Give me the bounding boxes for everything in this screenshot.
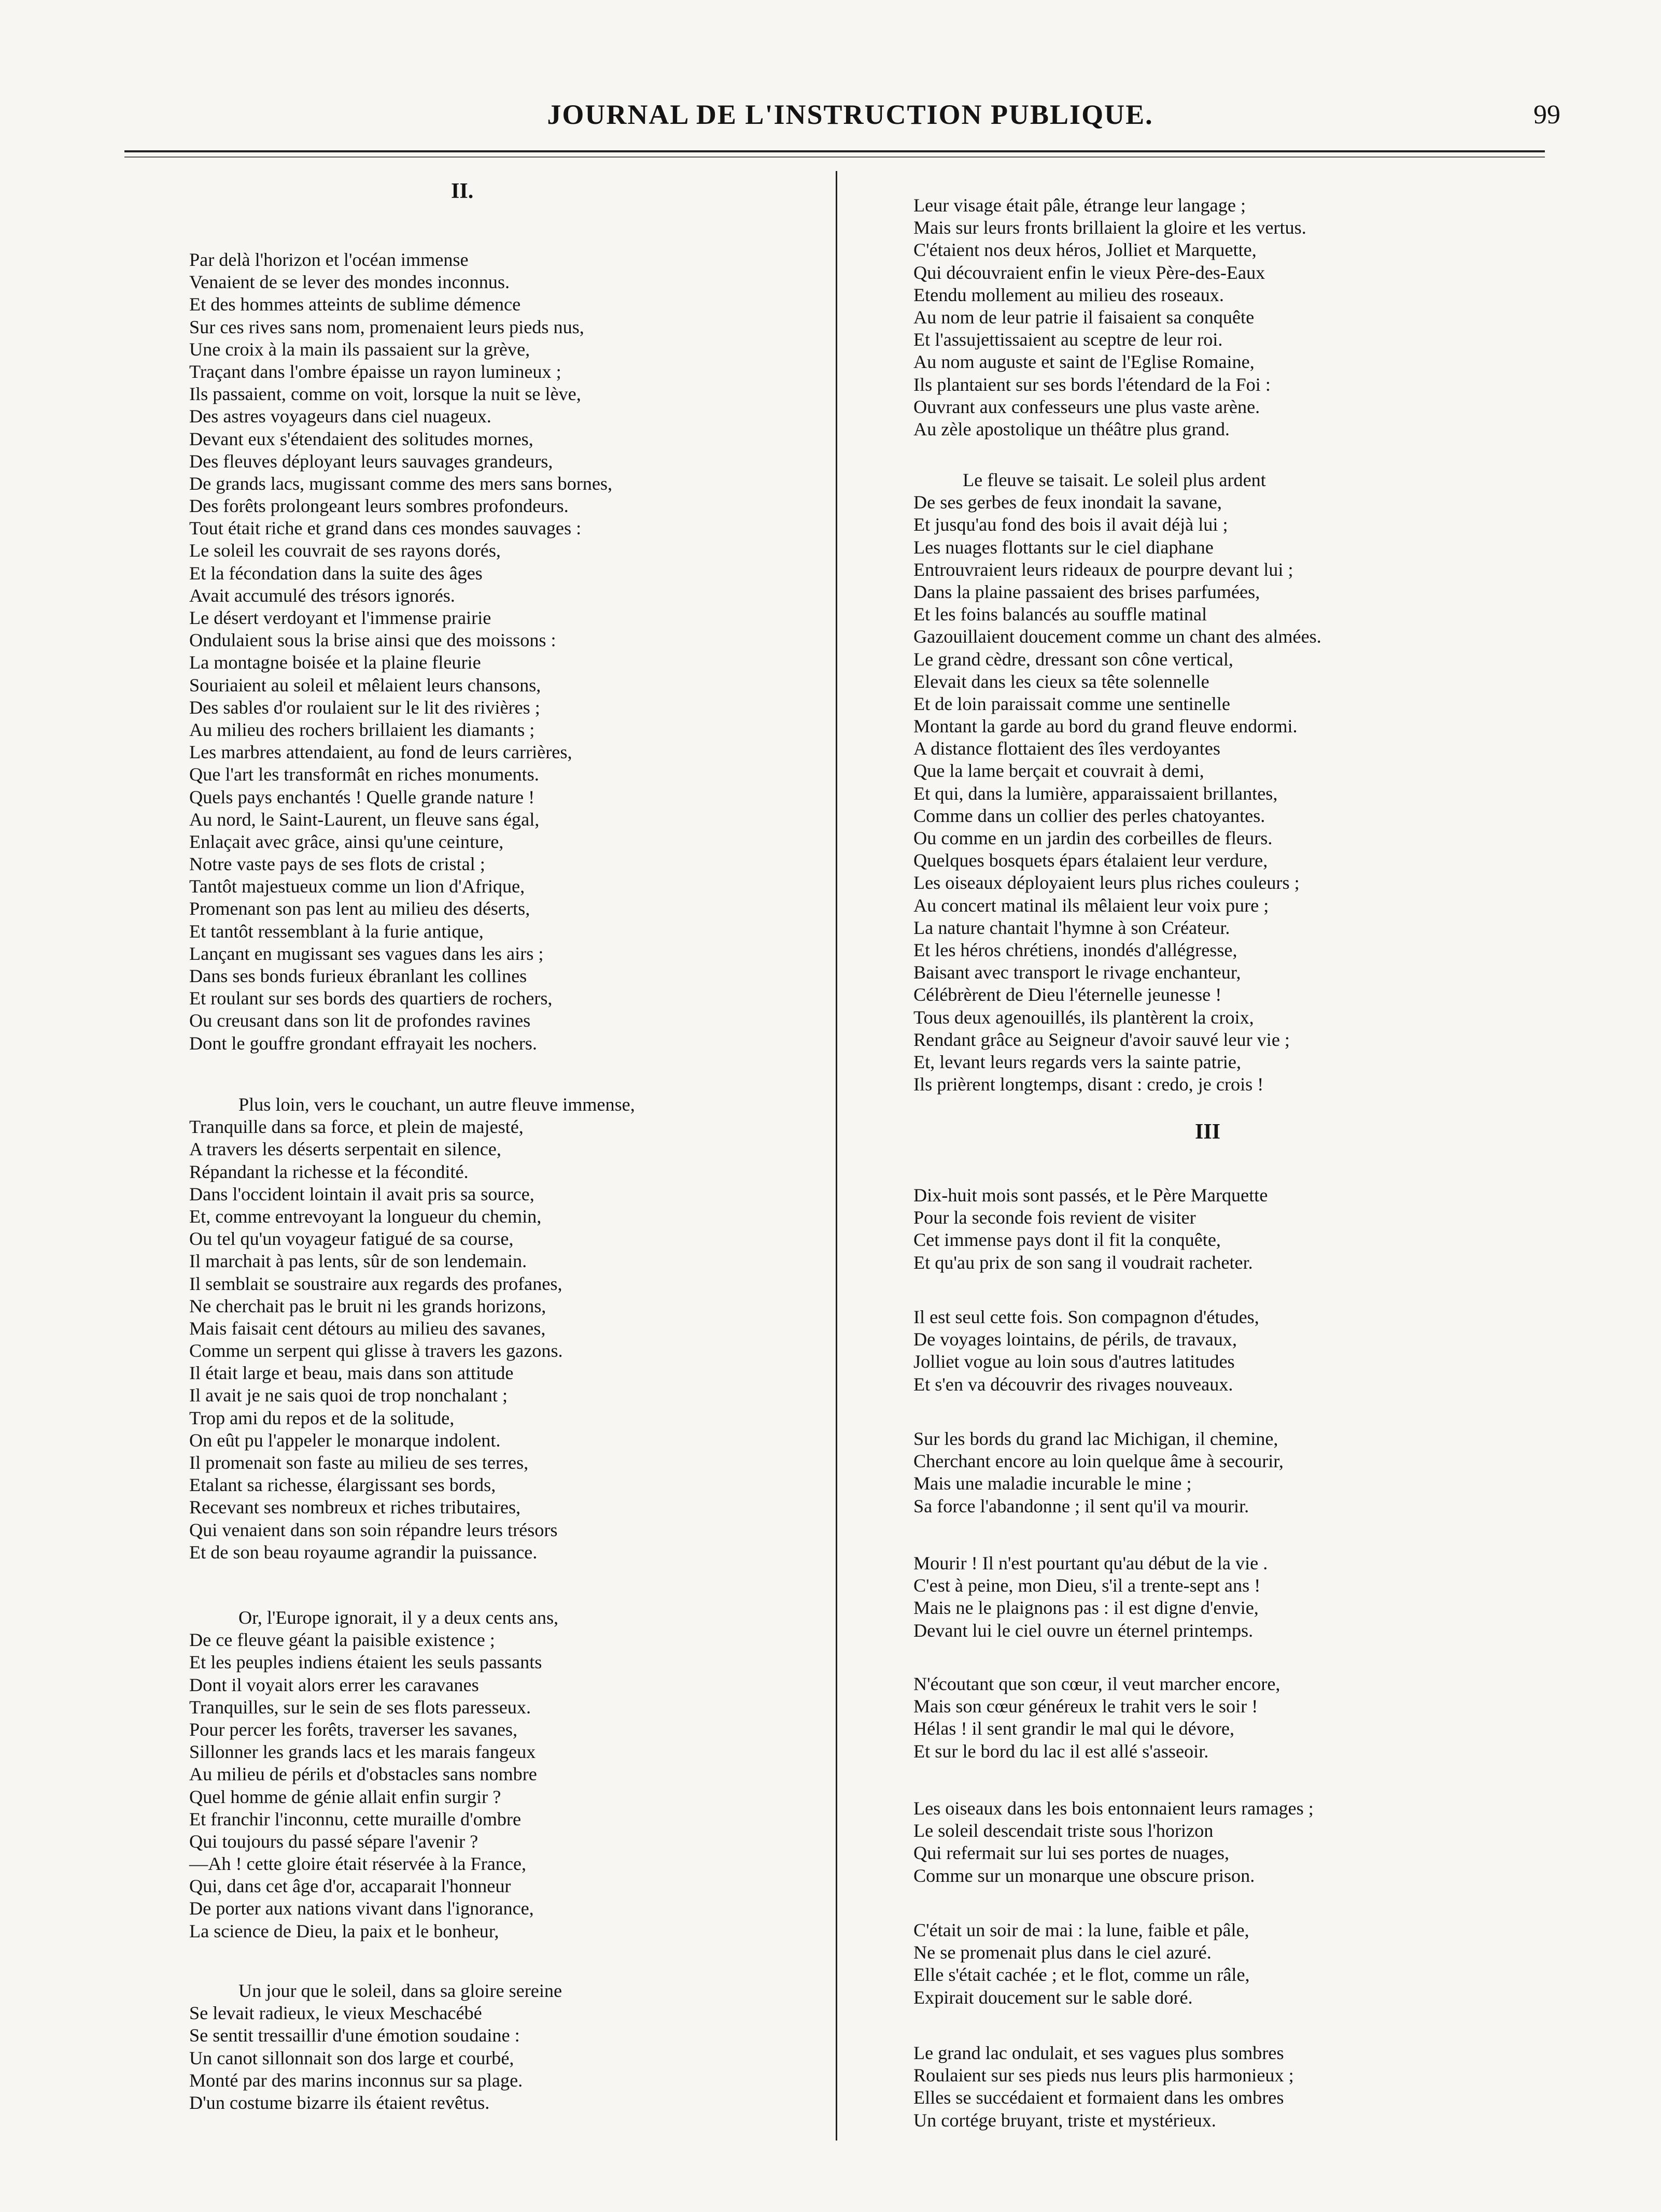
poem-line: Mourir ! Il n'est pourtant qu'au début de la vie . — [913, 1553, 1268, 1573]
poem-line: Et de son beau royaume agrandir la puissance. — [189, 1541, 538, 1563]
stanza — [913, 194, 1306, 441]
poem-line: Dont il voyait alors errer les caravanes — [189, 1674, 479, 1695]
poem-line: Et s'en va découvrir des rivages nouveaux. — [913, 1373, 1233, 1395]
poem-line: Il est seul cette fois. Son compagnon d'études, — [913, 1307, 1259, 1327]
poem-line: Et qu'au prix de son sang il voudrait racheter. — [913, 1252, 1253, 1273]
poem-line: Elle s'était cachée ; et le flot, comme un râle, — [913, 1964, 1250, 1986]
poem-line: D'un costume bizarre ils étaient revêtus. — [189, 2092, 490, 2113]
poem-line: Elevait dans les cieux sa tête solennelle — [913, 671, 1209, 692]
poem-line: Ne cherchait pas le bruit ni les grands horizons, — [189, 1295, 546, 1316]
section-heading-ii: II. — [451, 179, 474, 203]
poem-line: Sa force l'abandonne ; il sent qu'il va mourir. — [913, 1495, 1249, 1516]
poem-line: Gazouillaient doucement comme un chant des almées. — [913, 626, 1321, 647]
poem-line: Le soleil les couvrait de ses rayons dorés, — [189, 540, 501, 561]
poem-line: Des astres voyageurs dans ciel nuageux. — [189, 406, 491, 427]
poem-line: C'est à peine, mon Dieu, s'il a trente-sept ans ! — [913, 1575, 1261, 1596]
poem-line: Qui, dans cet âge d'or, accaparait l'honneur — [189, 1876, 511, 1897]
poem-line: Et qui, dans la lumière, apparaissaient brillantes, — [913, 783, 1278, 804]
poem-line: Etendu mollement au milieu des roseaux. — [913, 284, 1224, 305]
poem-line: Qui venaient dans son soin répandre leurs trésors — [189, 1519, 558, 1540]
poem-line: Avait accumulé des trésors ignorés. — [189, 585, 455, 606]
poem-line: Quel homme de génie allait enfin surgir ? — [189, 1786, 501, 1807]
poem-line: De ses gerbes de feux inondait la savane, — [913, 492, 1222, 513]
poem-line: Sillonner les grands lacs et les marais fangeux — [189, 1741, 536, 1763]
poem-line: Tranquilles, sur le sein de ses flots paresseux. — [189, 1696, 531, 1718]
poem-line: Pour percer les forêts, traverser les savanes, — [189, 1719, 518, 1740]
poem-line: Mais son cœur généreux le trahit vers le soir ! — [913, 1696, 1258, 1717]
poem-line: Etalant sa richesse, élargissant ses bords, — [189, 1474, 496, 1496]
page-header — [119, 98, 1560, 140]
poem-line: Dont le gouffre grondant effrayait les nochers. — [189, 1032, 537, 1054]
stanza — [913, 1306, 1259, 1396]
poem-line: Répandant la richesse et la fécondité. — [189, 1161, 469, 1182]
poem-line: Mais sur leurs fronts brillaient la gloire et les vertus. — [913, 217, 1306, 238]
poem-line: Ou tel qu'un voyageur fatigué de sa course, — [189, 1228, 514, 1250]
journal-title: JOURNAL DE L'INSTRUCTION PUBLIQUE. — [547, 99, 1153, 130]
poem-line: A distance flottaient des îles verdoyantes — [913, 738, 1220, 759]
poem-line: Un canot sillonnait son dos large et courbé, — [189, 2047, 514, 2068]
poem-line: Qui refermait sur lui ses portes de nuages, — [913, 1842, 1229, 1864]
header-rule — [124, 150, 1545, 152]
poem-line: Il avait je ne sais quoi de trop nonchalant ; — [189, 1385, 508, 1406]
poem-line: Expirait doucement sur le sable doré. — [913, 1987, 1193, 2008]
poem-line: La science de Dieu, la paix et le bonheur, — [189, 1920, 499, 1941]
poem-line: —Ah ! cette gloire était réservée à la France, — [189, 1853, 527, 1875]
poem-line: Et, levant leurs regards vers la sainte patrie, — [913, 1051, 1242, 1072]
poem-line: De grands lacs, mugissant comme des mers sans bornes, — [189, 473, 613, 494]
poem-line: Tous deux agenouillés, ils plantèrent la croix, — [913, 1006, 1254, 1028]
poem-line: Il semblait se soustraire aux regards des profanes, — [189, 1273, 562, 1294]
poem-line: Traçant dans l'ombre épaisse un rayon lumineux ; — [189, 361, 561, 382]
stanza — [913, 469, 1321, 1096]
poem-line: Que l'art les transformât en riches monuments. — [189, 764, 539, 785]
poem-line: Montant la garde au bord du grand fleuve endormi. — [913, 716, 1298, 737]
poem-line: Et franchir l'inconnu, cette muraille d'ombre — [189, 1808, 522, 1830]
poem-line: Le désert verdoyant et l'immense prairie — [189, 607, 491, 628]
poem-line: De porter aux nations vivant dans l'ignorance, — [189, 1898, 534, 1919]
poem-line: Enlaçait avec grâce, ainsi qu'une ceinture, — [189, 831, 504, 852]
poem-line: Ondulaient sous la brise ainsi que des moissons : — [189, 630, 556, 651]
poem-line: Baisant avec transport le rivage enchanteur, — [913, 962, 1241, 983]
poem-line: Les oiseaux déployaient leurs plus riches couleurs ; — [913, 872, 1300, 894]
poem-line: C'était un soir de mai : la lune, faible et pâle, — [913, 1920, 1249, 1940]
section-heading-iii: III — [1195, 1120, 1221, 1144]
stanza — [913, 1919, 1250, 2009]
poem-line: Les nuages flottants sur le ciel diaphane — [913, 536, 1214, 558]
stanza — [913, 1673, 1280, 1763]
poem-line: Et les héros chrétiens, inondés d'allégresse, — [913, 939, 1237, 960]
poem-line: Quelques bosquets épars étalaient leur verdure, — [913, 850, 1268, 871]
poem-line: De voyages lointains, de périls, de travaux, — [913, 1329, 1237, 1350]
poem-line: Sur ces rives sans nom, promenaient leurs pieds nus, — [189, 316, 584, 337]
poem-line: Se sentit tressaillir d'une émotion soudaine : — [189, 2025, 520, 2046]
poem-line: Cet immense pays dont il fit la conquête, — [913, 1229, 1221, 1251]
poem-line: Monté par des marins inconnus sur sa plage. — [189, 2069, 523, 2091]
poem-line: Tranquille dans sa force, et plein de majesté, — [189, 1116, 524, 1138]
poem-line: Au nord, le Saint-Laurent, un fleuve sans égal, — [189, 809, 540, 830]
poem-line: Recevant ses nombreux et riches tributaires, — [189, 1497, 521, 1518]
poem-line: Jolliet vogue au loin sous d'autres latitudes — [913, 1351, 1235, 1372]
poem-line: Lançant en mugissant ses vagues dans les airs ; — [189, 943, 544, 964]
poem-line: Au nom de leur patrie il faisaient sa conquête — [913, 306, 1255, 328]
poem-line: Ouvrant aux confesseurs une plus vaste arène. — [913, 396, 1260, 417]
poem-line: Au nom auguste et saint de l'Eglise Romaine, — [913, 351, 1255, 373]
poem-line: Le soleil descendait triste sous l'horizon — [913, 1820, 1214, 1841]
poem-line: Des forêts prolongeant leurs sombres profondeurs. — [189, 495, 569, 517]
poem-line: Notre vaste pays de ses flots de cristal ; — [189, 854, 485, 875]
poem-line: Et sur le bord du lac il est allé s'asseoir. — [913, 1740, 1209, 1762]
poem-line: Souriaient au soleil et mêlaient leurs chansons, — [189, 674, 541, 696]
stanza — [189, 249, 612, 1055]
poem-line: Mais une maladie incurable le mine ; — [913, 1473, 1192, 1494]
poem-line: La montagne boisée et la plaine fleurie — [189, 652, 481, 673]
stanza — [913, 1184, 1268, 1274]
poem-line: Cherchant encore au loin quelque âme à secourir, — [913, 1451, 1284, 1472]
poem-line: Mais faisait cent détours au milieu des savanes, — [189, 1317, 546, 1339]
poem-line: Leur visage était pâle, étrange leur langage ; — [913, 195, 1246, 216]
poem-line: Et, comme entrevoyant la longueur du chemin, — [189, 1206, 542, 1227]
poem-line: Comme dans un collier des perles chatoyantes. — [913, 805, 1265, 826]
poem-line: Or, l'Europe ignorait, il y a deux cents ans, — [238, 1607, 559, 1628]
page-number: 99 — [1533, 100, 1560, 130]
poem-line: Tantôt majestueux comme un lion d'Afrique, — [189, 876, 525, 897]
poem-line: Et la fécondation dans la suite des âges — [189, 562, 483, 584]
stanza — [913, 2042, 1294, 2132]
poem-line: Ils plantaient sur ses bords l'étendard de la Foi : — [913, 374, 1271, 395]
poem-line: C'étaient nos deux héros, Jolliet et Marquette, — [913, 239, 1257, 261]
poem-line: Ou comme en un jardin des corbeilles de fleurs. — [913, 828, 1273, 848]
poem-line: Plus loin, vers le couchant, un autre fleuve immense, — [238, 1094, 635, 1115]
poem-line: On eût pu l'appeler le monarque indolent. — [189, 1429, 501, 1451]
stanza — [913, 1797, 1314, 1887]
poem-line: Une croix à la main ils passaient sur la grève, — [189, 338, 530, 360]
poem-line: Le grand lac ondulait, et ses vagues plus sombres — [913, 2043, 1284, 2063]
poem-line: Au milieu de périls et d'obstacles sans nombre — [189, 1764, 537, 1785]
poem-line: Pour la seconde fois revient de visiter — [913, 1207, 1196, 1228]
poem-line: Quels pays enchantés ! Quelle grande nature ! — [189, 786, 535, 807]
poem-line: Ne se promenait plus dans le ciel azuré. — [913, 1942, 1212, 1963]
poem-line: Promenant son pas lent au milieu des déserts, — [189, 898, 530, 919]
poem-line: Elles se succédaient et formaient dans les ombres — [913, 2087, 1284, 2108]
poem-line: Sur les bords du grand lac Michigan, il chemine, — [913, 1428, 1278, 1449]
poem-line: Entrouvraient leurs rideaux de pourpre devant lui ; — [913, 559, 1293, 580]
poem-line: N'écoutant que son cœur, il veut marcher encore, — [913, 1674, 1280, 1694]
poem-line: Dans la plaine passaient des brises parfumées, — [913, 581, 1260, 602]
poem-line: Et de loin paraissait comme une sentinelle — [913, 693, 1230, 714]
poem-line: De ce fleuve géant la paisible existence ; — [189, 1629, 495, 1651]
poem-line: Des fleuves déployant leurs sauvages grandeurs, — [189, 450, 553, 472]
poem-line: Tout était riche et grand dans ces mondes sauvages : — [189, 518, 582, 539]
stanza — [189, 1094, 635, 1564]
poem-line: Au concert matinal ils mêlaient leur voix pure ; — [913, 895, 1269, 916]
poem-line: Célébrèrent de Dieu l'éternelle jeunesse ! — [913, 984, 1222, 1005]
poem-line: Les oiseaux dans les bois entonnaient leurs ramages ; — [913, 1798, 1314, 1819]
poem-line: Au milieu des rochers brillaient les diamants ; — [189, 719, 535, 740]
poem-line: Les marbres attendaient, au fond de leurs carrières, — [189, 742, 572, 763]
poem-line: Comme un serpent qui glisse à travers les gazons. — [189, 1340, 563, 1362]
poem-line: Rendant grâce au Seigneur d'avoir sauvé leur vie ; — [913, 1029, 1290, 1050]
poem-line: Le fleuve se taisait. Le soleil plus ardent — [963, 470, 1266, 490]
stanza — [913, 1428, 1284, 1518]
poem-line: Que la lame berçait et couvrait à demi, — [913, 760, 1204, 782]
poem-line: Hélas ! il sent grandir le mal qui le dévore, — [913, 1718, 1235, 1739]
poem-line: Il était large et beau, mais dans son attitude — [189, 1363, 514, 1384]
poem-line: Un cortége bruyant, triste et mystérieux. — [913, 2109, 1216, 2131]
poem-line: A travers les déserts serpentait en silence, — [189, 1139, 501, 1160]
poem-line: Des sables d'or roulaient sur le lit des rivières ; — [189, 697, 540, 718]
poem-line: Et tantôt ressemblant à la furie antique, — [189, 920, 484, 942]
poem-line: Il marchait à pas lents, sûr de son lendemain. — [189, 1251, 527, 1272]
poem-line: Le grand cèdre, dressant son cône vertical, — [913, 648, 1233, 670]
poem-line: Mais ne le plaignons pas : il est digne d'envie, — [913, 1597, 1259, 1619]
poem-line: Ils prièrent longtemps, disant : credo, je crois ! — [913, 1074, 1264, 1095]
poem-line: Se levait radieux, le vieux Meschacébé — [189, 2003, 482, 2024]
poem-line: Et jusqu'au fond des bois il avait déjà lui ; — [913, 514, 1228, 535]
poem-line: Ou creusant dans son lit de profondes ravines — [189, 1010, 531, 1031]
poem-line: Dans l'occident lointain il avait pris sa source, — [189, 1183, 534, 1204]
poem-line: Il promenait son faste au milieu de ses terres, — [189, 1452, 529, 1473]
poem-line: Dans ses bonds furieux ébranlant les collines — [189, 966, 527, 986]
poem-line: Un jour que le soleil, dans sa gloire sereine — [238, 1980, 562, 2001]
poem-line: Et roulant sur ses bords des quartiers de rochers, — [189, 988, 553, 1009]
poem-line: Ils passaient, comme on voit, lorsque la nuit se lève, — [189, 384, 581, 405]
poem-line: Qui découvraient enfin le vieux Père-des-Eaux — [913, 262, 1265, 283]
poem-line: Trop ami du repos et de la solitude, — [189, 1407, 455, 1428]
header-rule-thin — [124, 157, 1545, 158]
poem-line: Et les foins balancés au souffle matinal — [913, 604, 1207, 625]
poem-line: Au zèle apostolique un théâtre plus grand. — [913, 418, 1230, 439]
stanza — [189, 1980, 562, 2114]
poem-line: Comme sur un monarque une obscure prison. — [913, 1865, 1255, 1886]
poem-line: Qui toujours du passé sépare l'avenir ? — [189, 1831, 478, 1852]
poem-line: Venaient de se lever des mondes inconnus. — [189, 272, 510, 293]
stanza — [913, 1552, 1268, 1642]
poem-line: Et des hommes atteints de sublime démence — [189, 294, 521, 315]
column-divider — [836, 171, 837, 2140]
poem-line: Par delà l'horizon et l'océan immense — [189, 249, 469, 270]
poem-line: Et l'assujettissaient au sceptre de leur roi. — [913, 329, 1223, 350]
poem-line: Devant eux s'étendaient des solitudes mornes, — [189, 428, 533, 449]
poem-line: La nature chantait l'hymne à son Créateur. — [913, 917, 1230, 938]
stanza — [189, 1607, 558, 1942]
poem-line: Dix-huit mois sont passés, et le Père Marquette — [913, 1185, 1268, 1206]
poem-line: Devant lui le ciel ouvre un éternel printemps. — [913, 1620, 1254, 1641]
poem-line: Et les peuples indiens étaient les seuls passants — [189, 1652, 542, 1673]
poem-line: Roulaient sur ses pieds nus leurs plis harmonieux ; — [913, 2065, 1294, 2086]
